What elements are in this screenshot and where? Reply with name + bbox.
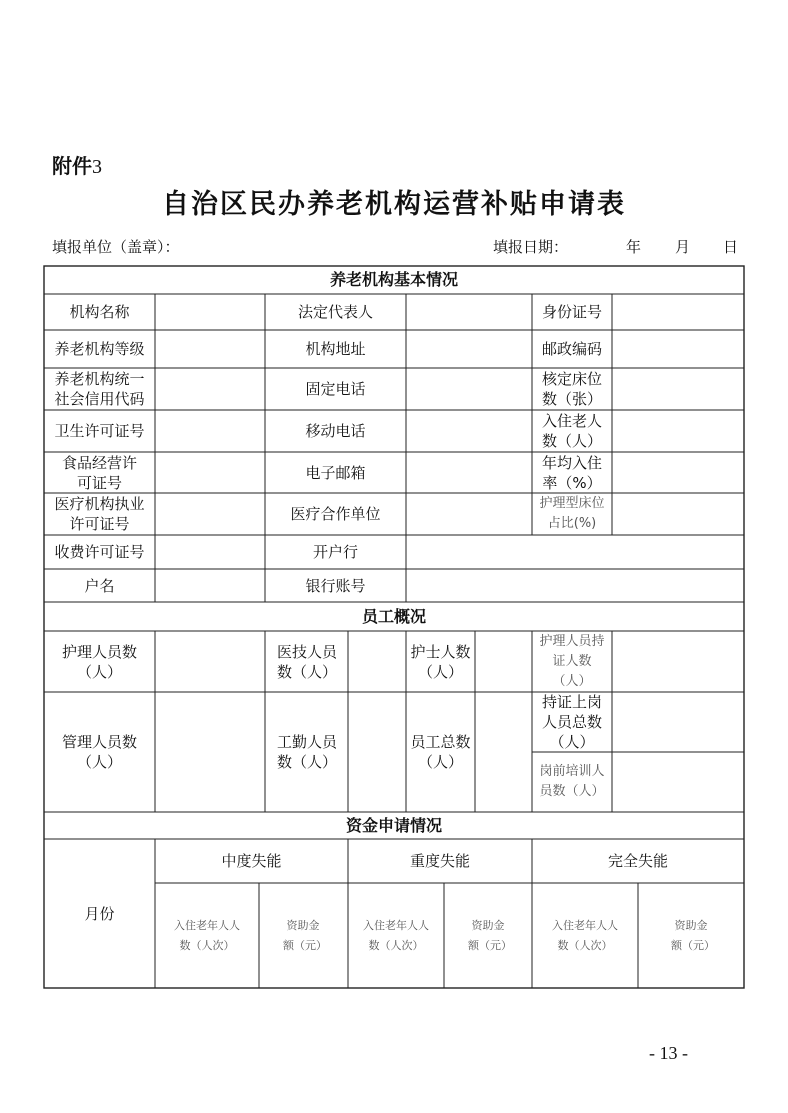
attachment-label: 附件3 — [52, 154, 102, 178]
label-org-grade: 养老机构等级 — [54, 340, 145, 358]
label-moderate-amount: 资助金额（元） — [283, 918, 327, 952]
label-moderate-residents: 入住老年人人数（人次） — [174, 918, 240, 952]
label-nursing-bed-ratio: 护理型床位占比(%) — [539, 496, 605, 531]
label-fee-license: 收费许可证号 — [54, 543, 145, 561]
label-complete-disability: 完全失能 — [607, 852, 668, 870]
label-food-license: 食品经营许可证号 — [61, 453, 137, 492]
label-org-name: 机构名称 — [69, 303, 130, 321]
label-severe-disability: 重度失能 — [409, 852, 470, 870]
label-moderate-disability: 中度失能 — [221, 852, 282, 870]
form-title: 自治区民办养老机构运营补贴申请表 — [162, 189, 626, 220]
label-mobile: 移动电话 — [305, 422, 366, 440]
label-severe-residents: 入住老年人人数（人次） — [363, 918, 429, 952]
label-occupancy-rate: 年均入住率（%） — [541, 453, 602, 492]
label-severe-amount: 资助金额（元） — [468, 918, 512, 952]
label-complete-amount: 资助金额（元） — [671, 918, 715, 952]
label-health-license: 卫生许可证号 — [54, 422, 145, 440]
label-management: 管理人员数（人） — [61, 733, 137, 771]
label-legal-rep: 法定代表人 — [297, 303, 373, 321]
label-medical-partner: 医疗合作单位 — [290, 505, 381, 523]
label-bank-name: 开户行 — [312, 543, 358, 561]
label-landline: 固定电话 — [305, 380, 366, 398]
label-certified-on-duty: 持证上岗人员总数（人） — [541, 693, 602, 751]
page-number: - 13 - — [649, 1043, 688, 1063]
label-medical-tech: 医技人员数（人） — [276, 642, 337, 681]
label-residents-count: 入住老人数（人） — [541, 412, 602, 450]
label-bank-account: 银行账号 — [305, 576, 366, 595]
label-nursing-staff: 护理人员数（人） — [61, 642, 137, 681]
year-label: 年 — [626, 238, 642, 256]
label-complete-residents: 入住老年人人数（人次） — [552, 918, 618, 952]
month-label: 月 — [675, 238, 691, 256]
day-label: 日 — [723, 238, 739, 256]
section-basic-info: 养老机构基本情况 — [329, 270, 458, 289]
label-certified-nursing: 护理人员持证人数（人） — [539, 633, 605, 689]
label-credit-code: 养老机构统一社会信用代码 — [54, 370, 145, 408]
label-total-staff: 员工总数（人） — [410, 733, 471, 771]
fill-unit-label: 填报单位（盖章）： — [52, 238, 180, 256]
label-org-address: 机构地址 — [305, 340, 366, 358]
label-medical-license: 医疗机构执业许可证号 — [54, 495, 145, 533]
label-approved-beds: 核定床位数（张） — [541, 370, 602, 408]
label-email: 电子邮箱 — [305, 463, 366, 482]
section-staff: 员工概况 — [361, 606, 426, 626]
label-id-number: 身份证号 — [541, 303, 602, 321]
label-pre-job-trained: 岗前培训人员数（人） — [539, 764, 605, 799]
section-funds: 资金申请情况 — [345, 815, 442, 835]
label-month: 月份 — [84, 904, 115, 923]
label-service-staff: 工勤人员数（人） — [276, 733, 337, 771]
label-account-holder: 户名 — [84, 576, 115, 595]
label-nurses: 护士人数（人） — [410, 642, 471, 681]
label-postal-code: 邮政编码 — [541, 340, 602, 358]
fill-date-label: 填报日期： — [493, 238, 569, 256]
